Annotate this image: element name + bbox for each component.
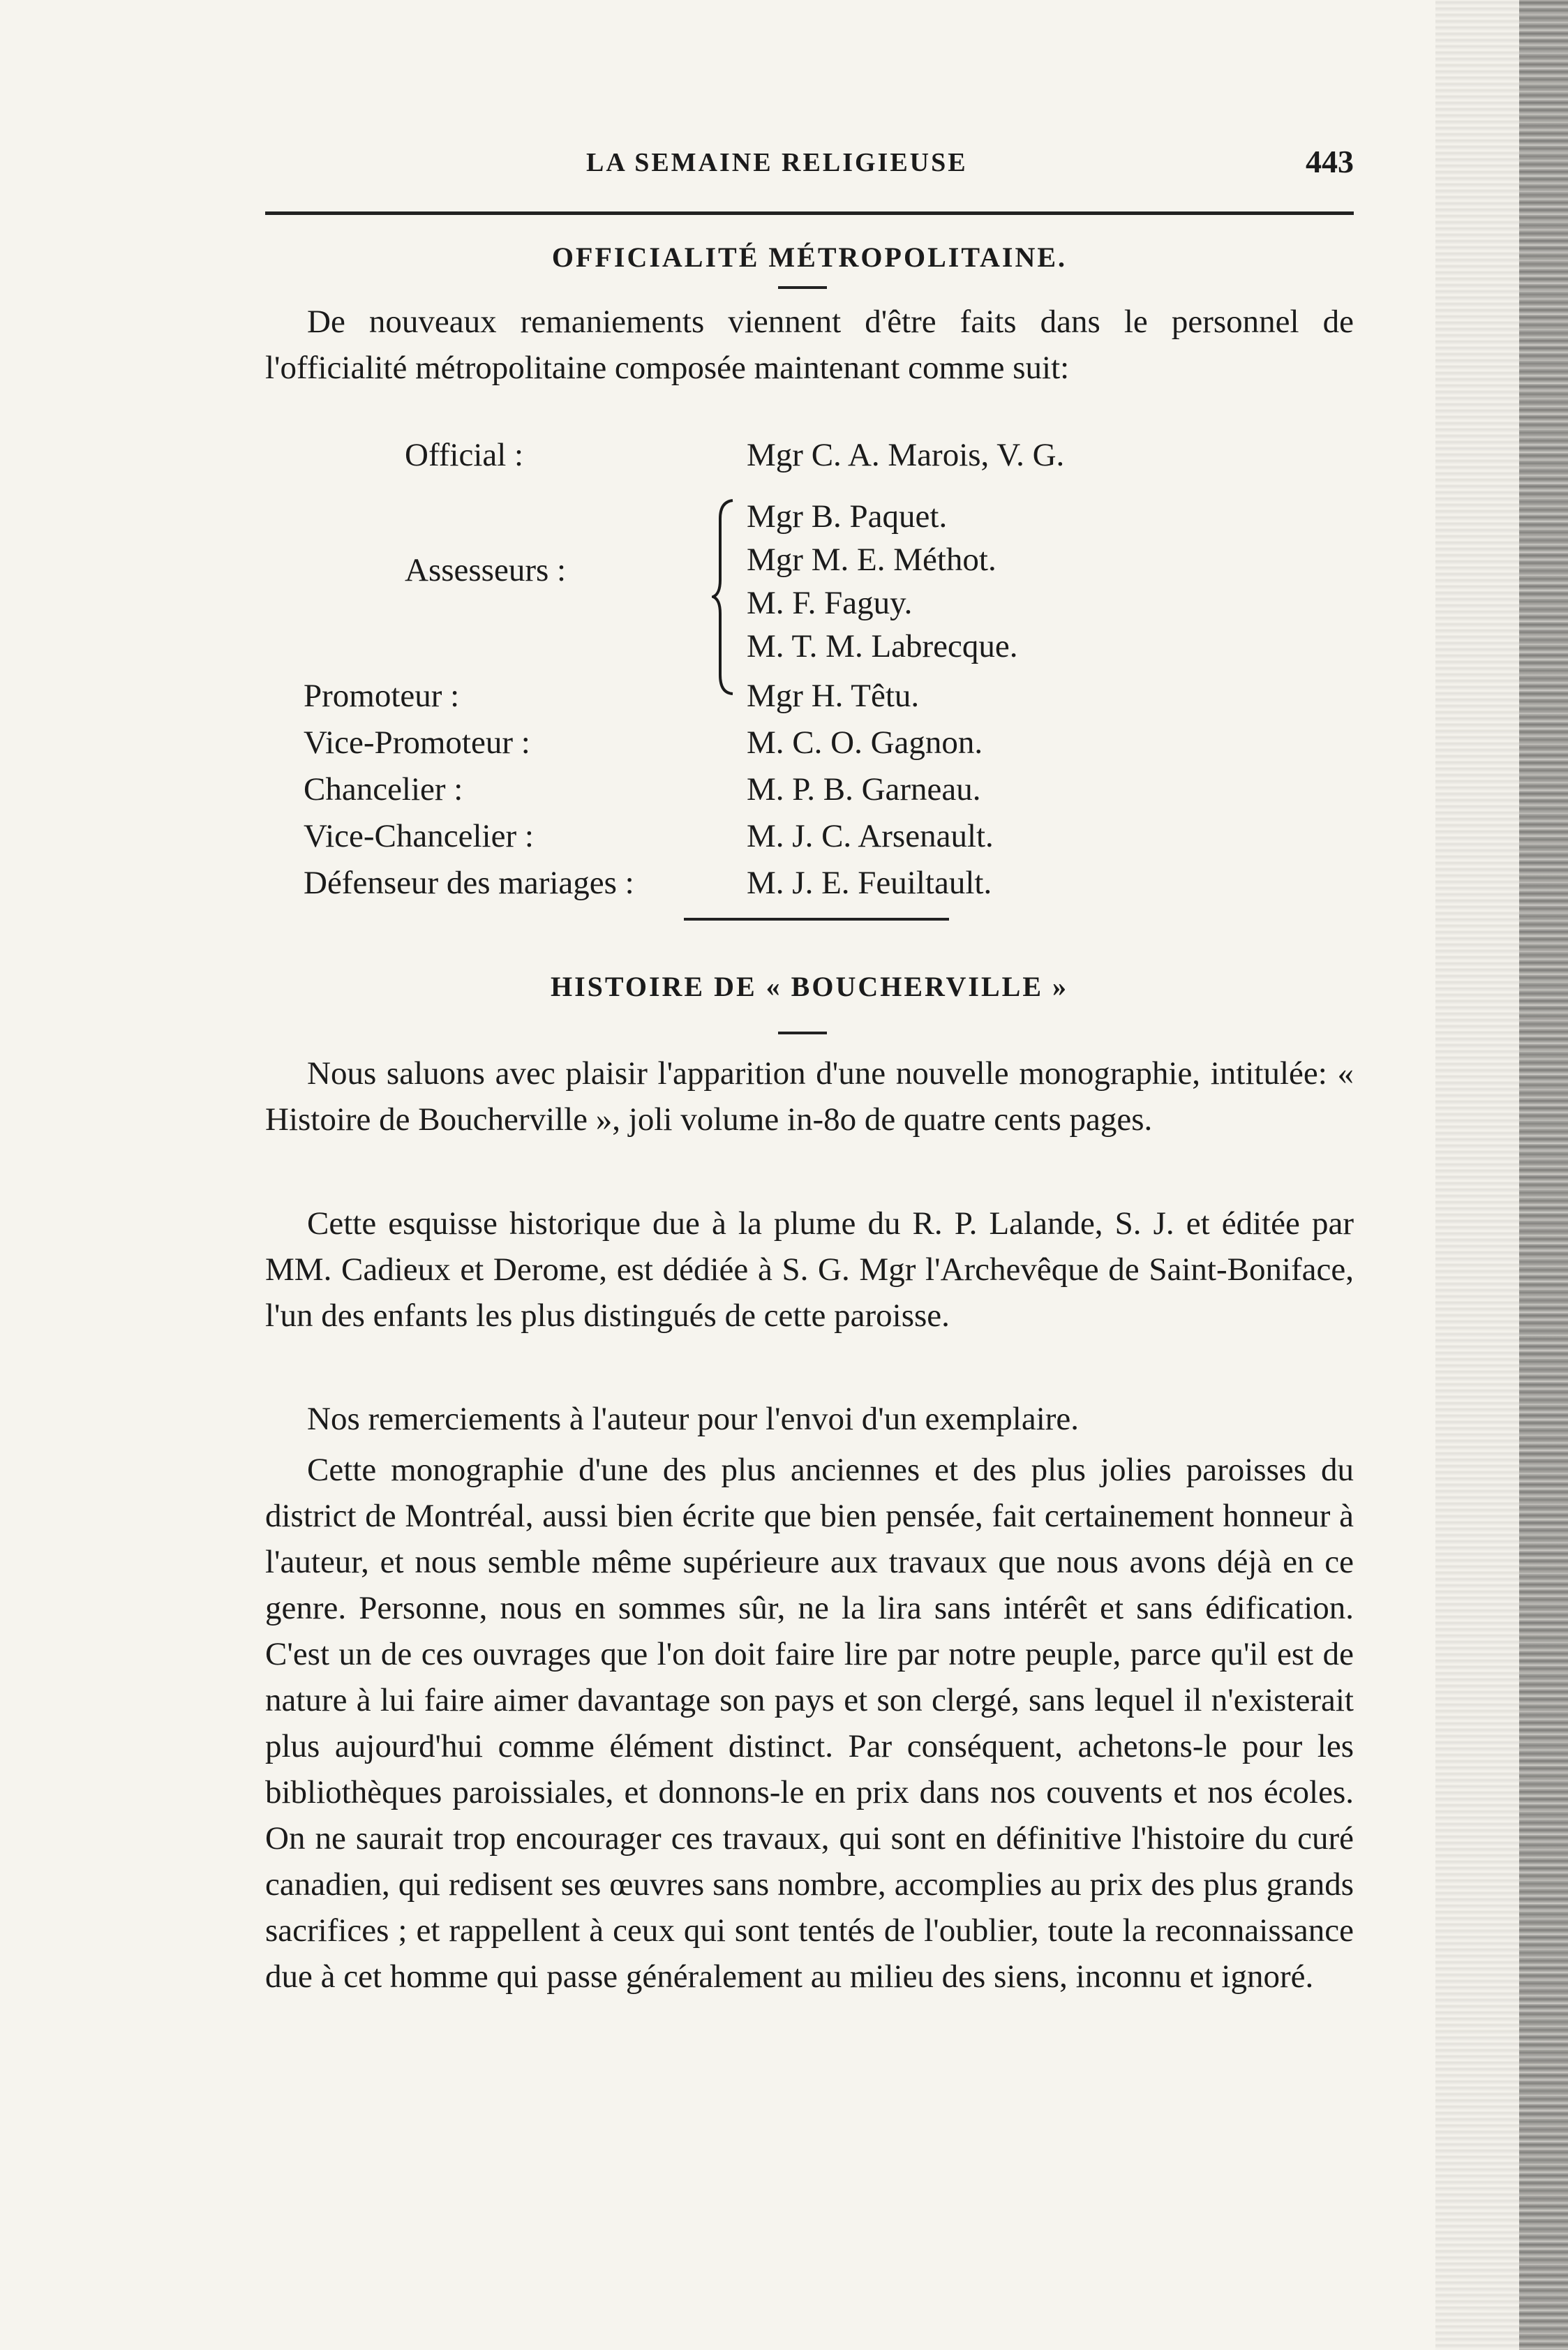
role-label: Vice-Promoteur : <box>304 724 530 761</box>
heading-dash <box>778 1032 827 1034</box>
page-header <box>265 143 1354 192</box>
role-label: Vice-Chancelier : <box>304 818 534 854</box>
section-heading-officialite: OFFICIALITÉ MÉTROPOLITAINE. <box>551 241 1068 273</box>
section-heading-boucherville: HISTOIRE DE « BOUCHERVILLE » <box>550 971 1069 1002</box>
intro-paragraph: De nouveaux remaniements viennent d'être faits dans le personnel de l'officialité métropolitaine composée maintenant comme suit: <box>265 304 1354 386</box>
member-name: M. J. E. Feuiltault. <box>747 865 992 901</box>
heading-dash <box>778 286 827 289</box>
header-rule <box>265 211 1354 215</box>
curly-brace <box>712 498 737 697</box>
body-paragraph: Nous saluons avec plaisir l'apparition d'une nouvelle monographie, intitulée: « Histoire de Boucherville », joli volume in-8o de quatre cents pages. <box>265 1055 1354 1138</box>
body-paragraph: Cette monographie d'une des plus anciennes et des plus jolies paroisses du district de Montréal, aussi bien écrite que bien pensée, fait certainement honneur à l'auteur, et nous semble même supérieure aux travaux que nous avons déjà en ce genre. Personne, nous en sommes sûr, ne la lira sans intérêt et sans édification. C'est un de ces ouvrages que l'on doit faire lire par notre peuple, parce qu'il est de nature à lui faire aimer davantage son pays et son clergé, sans lequel il n'existerait plus aujourd'hui comme élément distinct. Par conséquent, achetons-le pour les bibliothèques paroissiales, et donnons-le en prix dans nos couvents et nos écoles. On ne saurait trop encourager ces travaux, qui sont en définitive l'histoire du curé canadien, qui redisent ses œuvres sans nombre, accomplies au prix des plus grands sacrifices ; et rappellent à ceux qui sont tentés de l'oublier, toute la reconnaissance due à cet homme qui passe généralement au milieu des siens, inconnu et ignoré. <box>265 1452 1354 1995</box>
member-name: M. T. M. Labrecque. <box>747 628 1018 664</box>
body-paragraph: Cette esquisse historique due à la plume du R. P. Lalande, S. J. et éditée par MM. Cadieux et Derome, est dédiée à S. G. Mgr l'Archevêque de Saint-Boniface, l'un des enfants les plus distingués de cette paroisse. <box>265 1205 1354 1334</box>
member-name: M. J. C. Arsenault. <box>747 818 994 854</box>
member-name: M. P. B. Garneau. <box>747 771 981 808</box>
body-paragraph: Nos remerciements à l'auteur pour l'envoi d'un exemplaire. <box>307 1401 1080 1437</box>
member-name: Mgr B. Paquet. <box>747 498 948 535</box>
role-label: Chancelier : <box>304 771 463 808</box>
section-divider <box>684 918 949 921</box>
running-title: LA SEMAINE RELIGIEUSE <box>586 148 968 177</box>
page-number: 443 <box>1306 144 1354 179</box>
member-name: Mgr H. Têtu. <box>747 678 920 714</box>
role-label: Promoteur : <box>304 678 460 714</box>
scan-edge-binding <box>1519 0 1568 2350</box>
member-name: Mgr C. A. Marois, V. G. <box>747 437 1065 473</box>
role-label: Défenseur des mariages : <box>304 865 634 901</box>
role-label: Assesseurs : <box>405 552 567 588</box>
member-name: Mgr M. E. Méthot. <box>747 542 996 578</box>
member-name: M. F. Faguy. <box>747 585 913 621</box>
role-label: Official : <box>405 437 524 473</box>
officialite-roster <box>293 436 1270 901</box>
member-name: M. C. O. Gagnon. <box>747 724 983 761</box>
